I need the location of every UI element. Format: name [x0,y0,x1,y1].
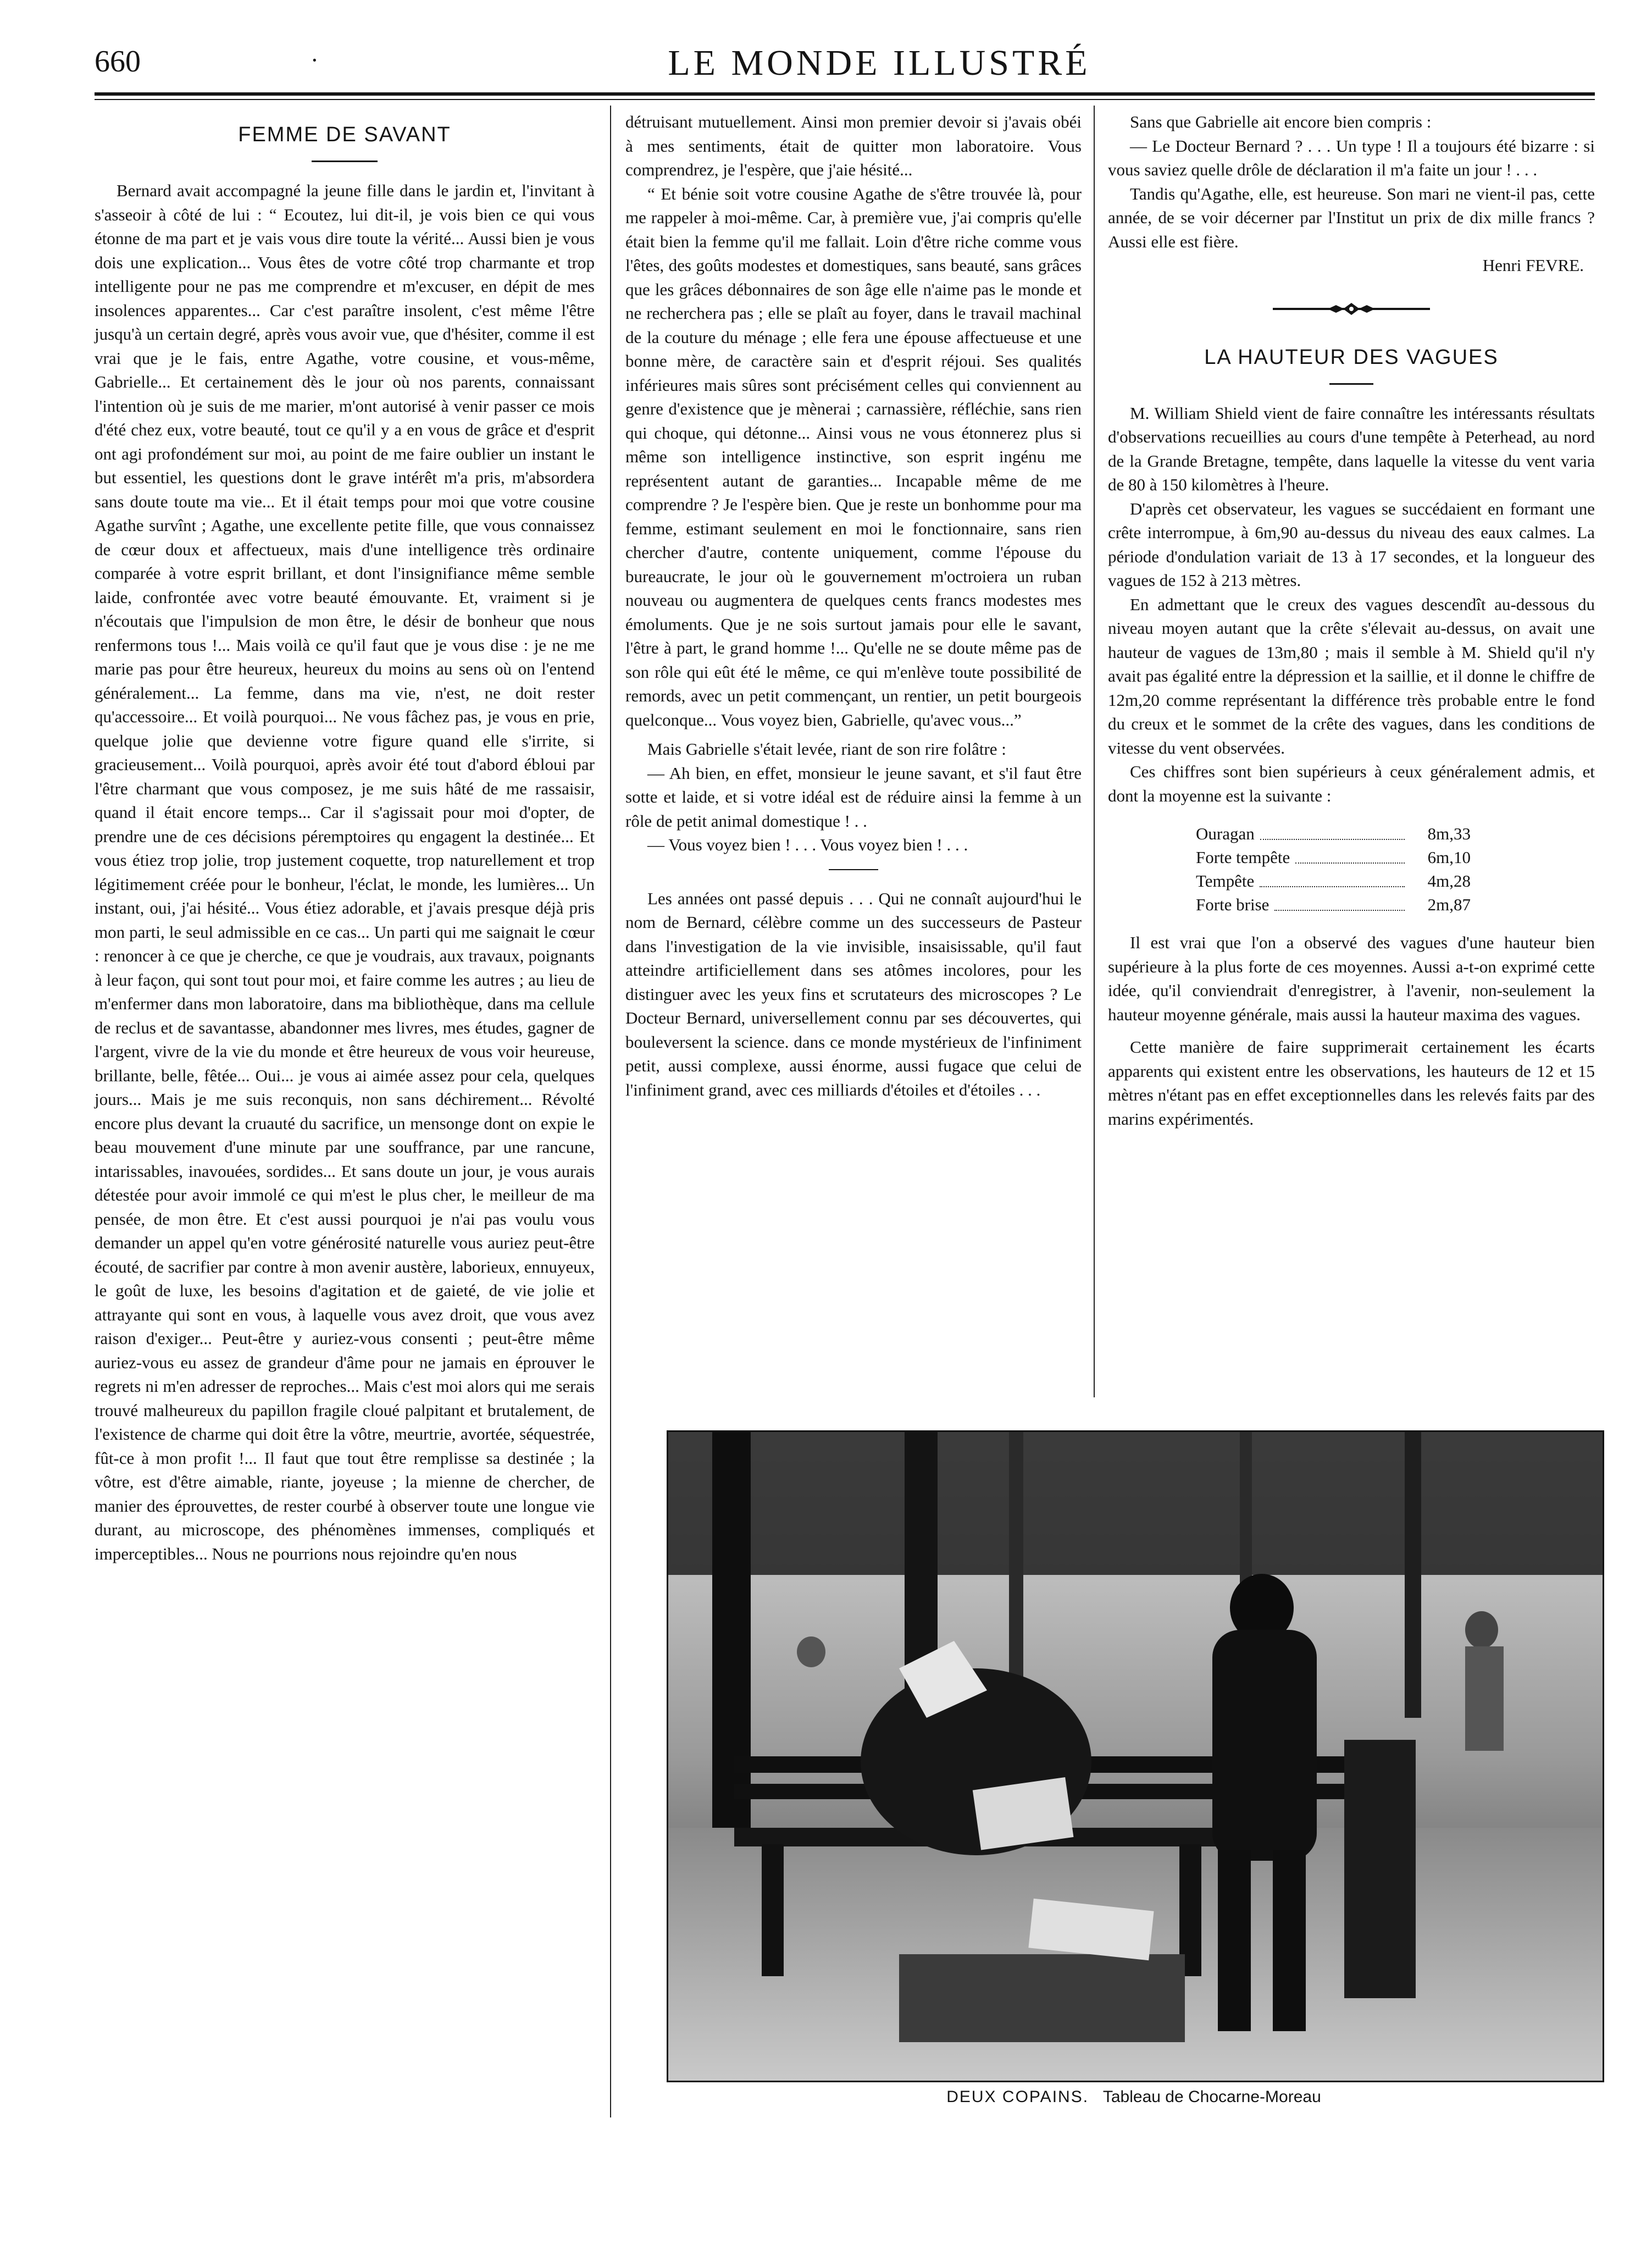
page-number: 660 [95,45,141,79]
table-row [1196,822,1471,845]
article-title-vagues: LA HAUTEUR DES VAGUES [1204,345,1499,369]
paragraph: Tandis qu'Agathe, elle, est heureuse. Son mari ne vient-il pas, cette année, de se voir décerner par l'Institut un prix de dix mille francs ? Aussi elle est fière. [1108,184,1595,251]
stat-value: 4m,28 [1427,871,1471,891]
article-column-1 [95,121,595,1566]
title-underline [1329,383,1373,385]
ornament-divider [1108,300,1595,316]
table-row [1196,869,1471,893]
ornament-divider-icon [1108,301,1595,317]
title-underline [312,161,378,162]
leader-dots [1260,869,1405,887]
illustration-engraving [667,1430,1604,2082]
paragraph: Il est vrai que l'on a observé des vagues d'une hauteur bien supérieure à la plus forte de ces moyennes. Aussi a-t-on exprimé cette idée, qu'il conviendrait d'enregistrer, à l'avenir, non-seulement la hauteur moyenne générale, mais aussi la hauteur maxima des vagues. [1108,933,1595,1024]
leader-dots [1274,893,1405,911]
wave-height-table [1196,822,1471,916]
paragraph: Bernard avait accompagné la jeune fille dans le jardin et, l'invitant à s'asseoir à côté de lui : “ Ecoutez, lui dit-il, je vois bien ce qui vous étonne de ma part et je vais vous dire toute la vérité... Aussi bien je vous dois une explication... Vous êtes de votre côté trop charmante et trop intelligente pour ne pas me comprendre et m'excuser, en dépit de mes insolences apparentes... Car c'est paraître insolent, c'est même l'être jusqu'à un certain degré, après vous avoir vue, que d'hésiter, comme il est vrai que je le fais, entre Agathe, votre cousine, et vous-même, Gabrielle... Et certainement dès le jour où nos parents, connaissant l'intention où je suis de me marier, m'ont autorisé à venir passer ce mois d'été chez eux, votre beauté, tout ce qu'il y a en vous de grâce et d'esprit ont agi profondément sur moi, au point de me faire oublier un instant le but essentiel, les questions dont le grave intérêt m'a pris, m'absordera sans doute toute ma vie... Et il était temps pour moi que votre cousine Agathe survînt ; Agathe, une excellente petite fille, que vous connaissez de cœur doux et affectueux, mais d'une intelligence très ordinaire comparée à votre esprit brillant, et dont l'insignifiance même semble laide, confrontée avec votre beauté émouvante. Et, vraiment si je n'écoutais que l'impulsion de mon être, le désir de bonheur que nous renfermons tous !... Mais voilà ce qu'il faut que je vous dise : je ne me marie pas pour être heureux, heureux du moins au sens où on l'entend généralement... La femme, dans ma vie, n'est, ne doit rester qu'accessoire... Et voilà pourquoi... Ne vous fâchez pas, je vous en prie, quelque jolie que devienne votre figure quand elle s'irrite, si gracieusement... Voilà pourquoi, après avoir été tout d'abord ébloui par l'être charmant que vous composez, je me suis hâté de me rassaisir, quand il était encore temps... Car il s'agissait pour moi d'opter, de prendre une de ces décisions péremptoires qu engagent la destinée... Et vous étiez trop jolie, trop justement coquette, trop naturellement et trop légitimement créée pour le bonheur, l'éclat, le monde, les lumières... Un instant, oui, j'ai hésité... Vous étiez adorable, et j'avais presque déjà pris mon parti, le seul admissible en ce cas... Un parti qui me saignait le cœur : renoncer à ce que je cherche, ce que je voudrais, aux travaux, poignants à leur façon, qui sont tout pour moi, et faire comme les autres ; au lieu de m'enfermer dans mon laboratoire, dans ma bibliothèque, dans ma cellule de reclus et de savantasse, abandonner mes livres, mes études, gagner de l'argent, vivre de la vie du monde et être heureux de vous voir heureuse, brillante, belle, fêtée... Oui... je vous ai aimée assez pour cela, quelques jours... Mais je me suis reconquis, non sans déchirement... Révolté encore plus devant la cruauté du sacrifice, un mensonge dont on expie le beau mouvement d'une minute par une souffrance, par une rancune, intarissables, inavouées, sordides... Et sans doute un jour, je vous aurais détestée pour avoir immolé ce qui m'est le plus cher, le meilleur de ma pensée, de mon être. Et c'est aussi pourquoi je n'ai pas voulu vous demander un appel qu'en votre générosité naturelle vous auriez peut-être écouté, de sacrifier par contre à mon avenir austère, laborieux, ennuyeux, le goût de luxe, les besoins d'agitation et de gaieté, de vie jolie et attrayante qui sont en vous, à laquelle vous avez droit, que vous avez raison d'exiger... Peut-être y auriez-vous consenti ; peut-être même auriez-vous eu assez de grandeur d'âme pour ne jamais en éprouver le regrets ni m'en adresser de reproches... Mais c'est moi alors qui me serais trouvé malheureux du papillon fragile cloué palpitant et brutalement, de l'existence de charme qui doit être la vôtre, meurtrie, avortée, séquestrée, fût-ce à mon profit !... Il faut que tout être remplisse sa destinée ; la vôtre, est d'être aimable, riante, joyeuse ; la mienne de chercher, de manier des éprouvettes, de rester courbé à observer toute une longue vie durant, au microscope, des phénomènes immenses, compliqués et imperceptibles... Nous ne pourrions nous rejoindre qu'en nous [95,181,595,1563]
paragraph: — Le Docteur Bernard ? . . . Un type ! Il a toujours été bizarre : si vous saviez quelle drôle de déclaration il m'a faite un jour ! . . . [1108,136,1595,179]
stat-value: 6m,10 [1427,848,1471,867]
paragraph: D'après cet observateur, les vagues se succédaient en formant une crête interrompue, à 6m,90 au-dessus du niveau des eaux calmes. La période d'ondulation variait de 13 à 17 secondes, et la longueur des vagues de 152 à 213 mètres. [1108,499,1595,590]
stat-value: 8m,33 [1427,824,1471,843]
caption-title: DEUX COPAINS. [946,2088,1089,2106]
paragraph: Mais Gabrielle s'était levée, riant de son rire folâtre : [647,739,1006,759]
article-column-2 [625,110,1082,1102]
header-rule-thin [95,99,1595,100]
article-column-3 [1108,110,1595,1131]
paragraph: — Vous voyez bien ! . . . Vous voyez bien ! . . . [647,835,968,854]
section-break-rule [829,869,878,870]
table-row [1196,845,1471,869]
stat-label: Ouragan [1196,824,1255,843]
paragraph: — Ah bien, en effet, monsieur le jeune savant, et s'il faut être sotte et laide, et si votre idéal est de réduire ainsi la femme à un rôle de petit animal domestique ! . . [625,763,1082,831]
leader-dots [1260,822,1405,840]
article-title-femme: FEMME DE SAVANT [238,123,451,146]
article-author: Henri FEVRE. [1482,256,1584,275]
paragraph: Ces chiffres sont bien supérieurs à ceux généralement admis, et dont la moyenne est la suivante : [1108,762,1595,805]
column-separator-2 [1094,106,1095,1397]
header-dot: · [311,47,319,74]
table-row [1196,893,1471,916]
paragraph: M. William Shield vient de faire connaître les intéressants résultats d'observations recueillies au cours d'une tempête à Peterhead, au nord de la Grande Bretagne, tempête, dans laquelle la vitesse du vent varia de 80 à 150 kilomètres à l'heure. [1108,403,1595,494]
stat-label: Forte tempête [1196,848,1290,867]
paragraph: Les années ont passé depuis . . . Qui ne connaît aujourd'hui le nom de Bernard, célèbre comme un des successeurs de Pasteur dans l'investigation de la vie invisible, insaisissable, qu'il faut atteindre artificiellement dans ses atômes incolores, pour les distinguer avec les yeux fins et scrutateurs des microscopes ? Le Docteur Bernard, universellement connu par ses découvertes, qui bouleversent la science. dans ce monde mystérieux de l'infiniment petit, aussi complexe, aussi énorme, aussi fugace que celui de l'infiniment grand, avec ces milliards d'étoiles et d'étoiles . . . [625,888,1082,1099]
stat-label: Tempête [1196,871,1255,891]
paragraph: Cette manière de faire supprimerait certainement les écarts apparents qui existent entre les observations, les hauteurs de 12 et 15 mètres n'étant pas en effet exceptionnelles dans les relevés faits par des marins expérimentés. [1108,1037,1595,1129]
masthead-title: LE MONDE ILLUSTRÉ [668,43,1091,83]
column-separator-1 [610,106,611,2117]
stat-label: Forte brise [1196,895,1270,914]
stat-value: 2m,87 [1427,895,1471,914]
header-rule-thick [95,92,1595,96]
paragraph: Sans que Gabrielle ait encore bien compris : [1130,112,1432,131]
caption-credit: Tableau de Chocarne-Moreau [1102,2088,1321,2106]
paragraph: “ Et bénie soit votre cousine Agathe de s'être trouvée là, pour me rappeler à moi-même. Car, à première vue, j'ai compris qu'elle était bien la femme qu'il me fallait. Loin d'être riche comme vous l'êtes, des goûts modestes et domestiques, sans beauté, sans grâces que les grâces débonnaires de son âge elle n'aime pas le monde et ne recherchera pas ; elle se plaît au foyer, dans le travail machinal de la couture du ménage ; elle fera une épouse affectueuse et une bonne mère, de caractère sain et d'esprit réjoui. Ses qualités inférieures mais sûres sont précisément celles qui conviennent au genre d'existence que je mènerai ; carnassière, réfléchie, sans rien qui choque, qui détonne... Ainsi vous ne vous étonnerez plus si même son intelligence instinctive, son esprit ingénu me représentent autant de garanties... Incapable même de me comprendre ? Je l'espère bien. Que je reste un bonhomme pour ma femme, estimant seulement en moi le fonctionnaire, sans rien chercher d'autre, contente uniquement, comme l'épouse du bureaucrate, le jour où le gouvernement m'octroiera un ruban nouveau ou augmentera de quelques cents francs modestes mes émoluments. Que je ne sois surtout jamais pour elle le savant, l'être à part, le grand homme !... Qu'elle ne se doute même pas de son rôle qui eût été le même, ce qui m'enlève toute possibilité de remords, avec un petit commençant, un rentier, un petit bourgeois quelconque... Vous voyez bien, Gabrielle, qu'avec vous...” [625,184,1082,729]
paragraph: détruisant mutuellement. Ainsi mon premier devoir si j'avais obéi à mes sentiments, était de quitter mon laboratoire. Vous comprendrez, je l'espère, que j'aie hésité... [625,112,1082,179]
engraving-image [668,1432,1603,2081]
paragraph: En admettant que le creux des vagues descendît au-dessous du niveau moyen autant que la crête s'élevait au-dessus, on avait une hauteur de vagues de 13m,80 ; mais il semble à M. Shield qu'il n'y avait pas égalité entre la dépression et la saillie, et il donne le chiffre de 12m,20 comme représentant la différence très probable entre le fond du creux et le sommet de la crête des vagues, dans les conditions de vitesse du vent observées. [1108,594,1595,757]
illustration-caption [667,2088,1601,2106]
leader-dots [1295,845,1405,864]
